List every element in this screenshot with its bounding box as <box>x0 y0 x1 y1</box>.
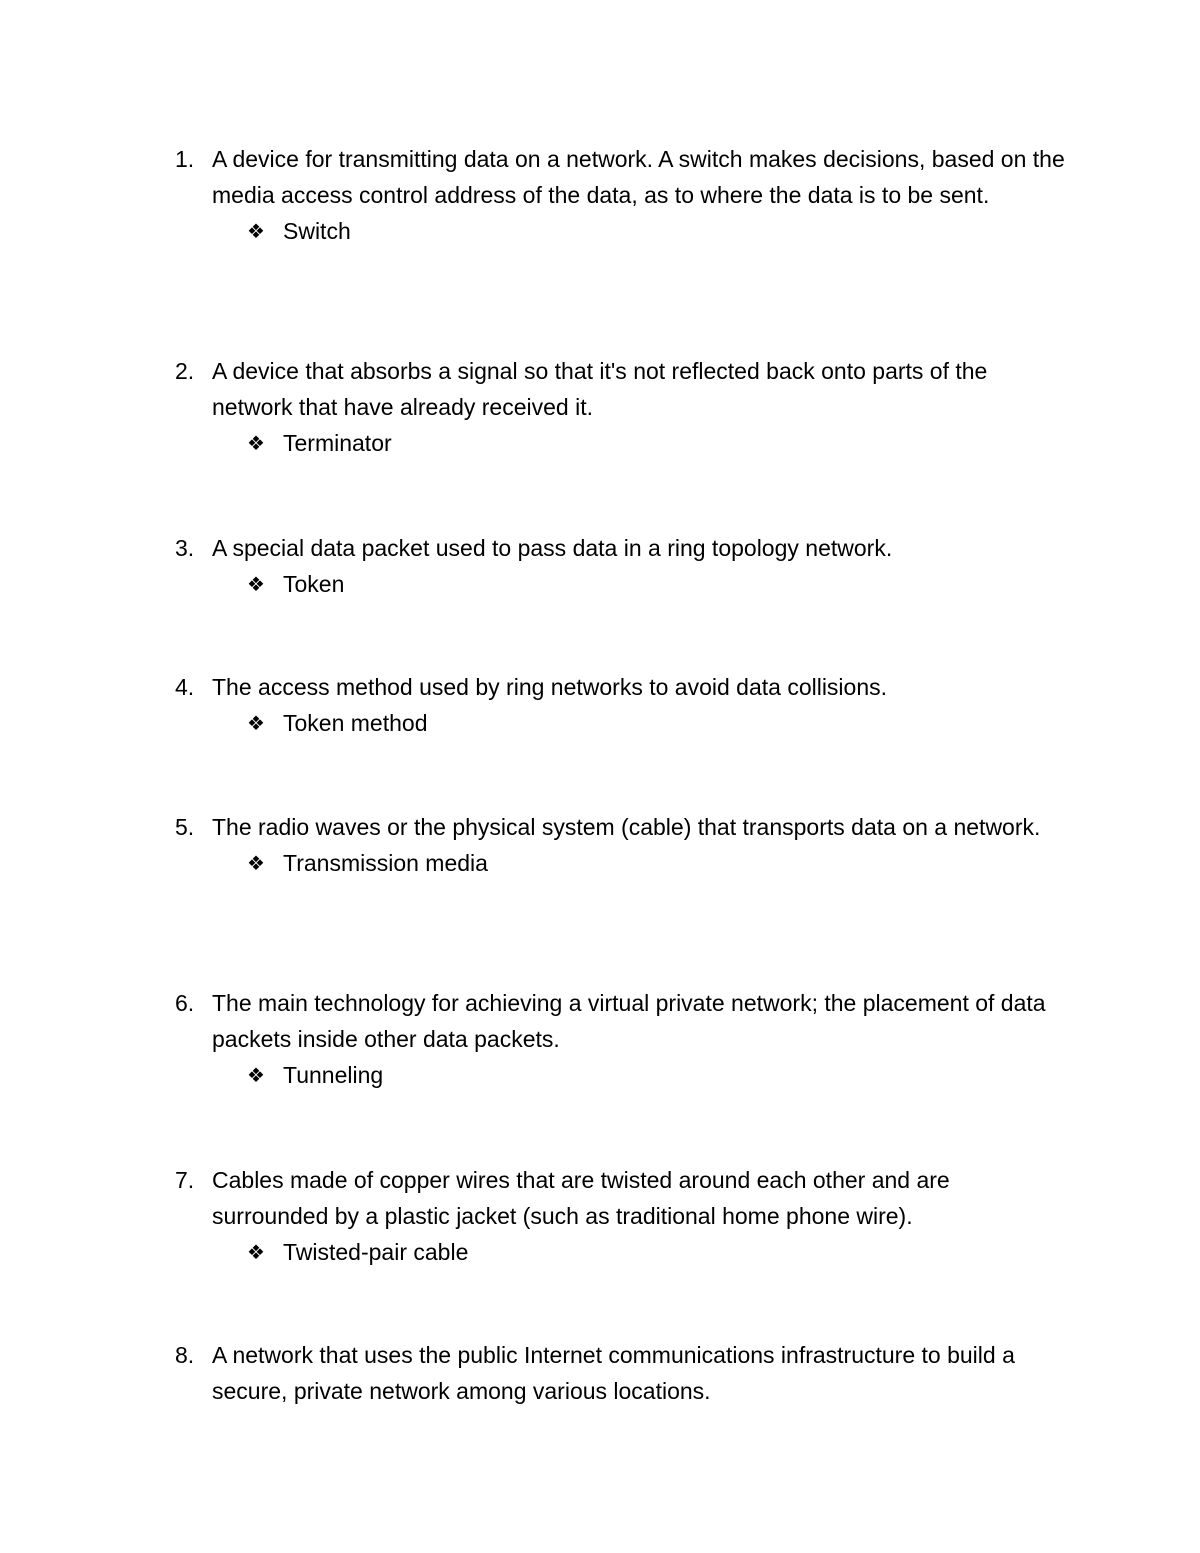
list-item <box>175 1337 1075 1409</box>
item-answer: Terminator <box>283 430 392 456</box>
list-item <box>175 669 1075 741</box>
item-question: The main technology for achieving a virtual private network; the placement of data packets inside other data packets. <box>212 990 1046 1052</box>
list-item <box>175 353 1075 461</box>
item-question: A device that absorbs a signal so that it's not reflected back onto parts of the network that have already received it. <box>212 358 988 420</box>
diamond-bullet-icon: ❖ <box>247 572 265 596</box>
item-question: A special data packet used to pass data in a ring topology network. <box>212 535 893 561</box>
item-answer: Token method <box>283 710 428 736</box>
diamond-bullet-icon: ❖ <box>247 1240 265 1264</box>
item-number: 2. <box>175 358 195 384</box>
item-question: The access method used by ring networks to avoid data collisions. <box>212 674 888 700</box>
item-question: The radio waves or the physical system (cable) that transports data on a network. <box>212 814 1041 840</box>
item-question: A device for transmitting data on a network. A switch makes decisions, based on the media access control address of the data, as to where the data is to be sent. <box>212 146 1065 208</box>
item-number: 6. <box>175 990 195 1016</box>
diamond-bullet-icon: ❖ <box>247 1063 265 1087</box>
item-answer: Transmission media <box>283 850 488 876</box>
diamond-bullet-icon: ❖ <box>247 431 265 455</box>
item-answer: Token <box>283 571 345 597</box>
diamond-bullet-icon: ❖ <box>247 219 265 243</box>
item-number: 1. <box>175 146 195 172</box>
item-question: Cables made of copper wires that are twisted around each other and are surrounded by a plastic jacket (such as traditional home phone wire). <box>212 1167 950 1229</box>
list-item <box>175 1162 1075 1270</box>
list-item <box>175 530 1075 602</box>
item-number: 3. <box>175 535 195 561</box>
item-number: 8. <box>175 1342 195 1368</box>
list-item <box>175 809 1075 881</box>
item-number: 4. <box>175 674 195 700</box>
diamond-bullet-icon: ❖ <box>247 711 265 735</box>
item-answer: Twisted-pair cable <box>283 1239 469 1265</box>
list-item <box>175 985 1075 1093</box>
item-question: A network that uses the public Internet communications infrastructure to build a secure, private network among various locations. <box>212 1342 1015 1404</box>
item-answer: Switch <box>283 218 351 244</box>
item-number: 7. <box>175 1167 195 1193</box>
list-item <box>175 141 1075 249</box>
item-number: 5. <box>175 814 195 840</box>
diamond-bullet-icon: ❖ <box>247 851 265 875</box>
item-answer: Tunneling <box>283 1062 384 1088</box>
